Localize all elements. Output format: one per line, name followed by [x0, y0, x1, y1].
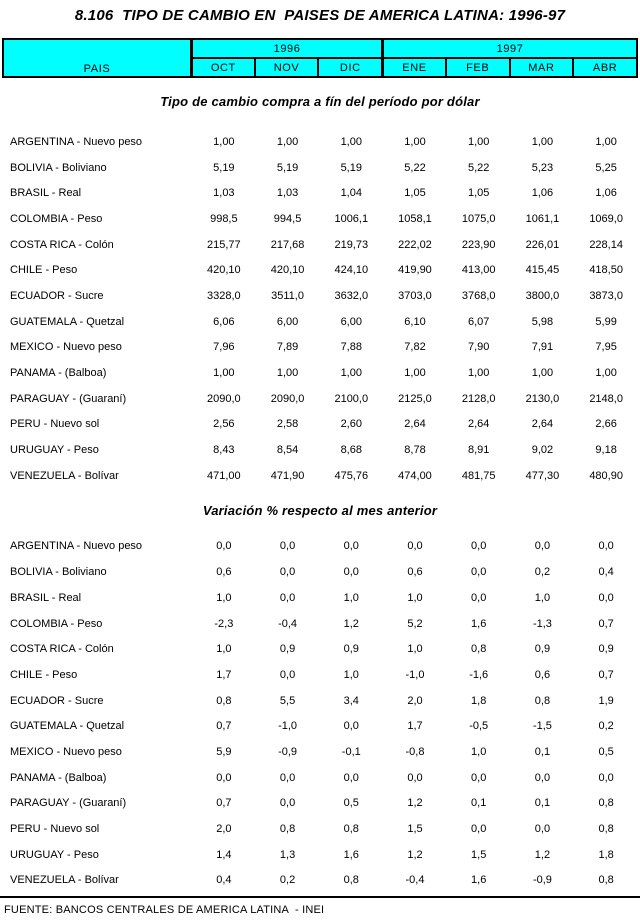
month-feb-cell: FEB [447, 59, 509, 76]
country-label: VENEZUELA - Bolívar [10, 874, 119, 887]
value-cell: 1,00 [531, 135, 554, 148]
value-cell: 0,8 [216, 694, 232, 707]
value-cell: 1,0 [343, 668, 359, 681]
value-cell: 2,60 [340, 418, 362, 431]
value-cell: 1,7 [216, 668, 232, 681]
value-cell: -0,9 [278, 745, 298, 758]
value-cell: 420,10 [270, 264, 305, 277]
value-cell: 1,00 [213, 135, 235, 148]
pais-header-cell: PAIS [4, 40, 190, 76]
value-cell: 0,0 [343, 771, 359, 784]
value-cell: 2,56 [213, 418, 235, 431]
month-abr-cell: ABR [574, 59, 636, 76]
value-cell: 0,6 [407, 566, 423, 579]
value-cell: 1,05 [404, 187, 426, 200]
value-cell: 5,19 [340, 161, 362, 174]
table-row [2, 283, 638, 309]
value-cell: 0,7 [598, 617, 614, 630]
source-note: FUENTE: BANCOS CENTRALES DE AMERICA LATINA - INEI [4, 904, 325, 917]
value-cell: 223,90 [461, 238, 496, 251]
value-cell: 5,22 [467, 161, 490, 174]
value-cell: 6,00 [276, 315, 299, 328]
table-row [2, 232, 638, 258]
value-cell: 3511,0 [271, 289, 304, 302]
value-cell: 1,03 [213, 187, 235, 200]
value-cell: 0,0 [279, 591, 296, 604]
value-cell: 5,98 [531, 315, 554, 328]
value-cell: 998,5 [210, 212, 238, 225]
value-cell: 1,00 [340, 367, 362, 380]
value-cell: 6,06 [213, 315, 235, 328]
value-cell: 1,05 [467, 187, 490, 200]
table-row [2, 713, 638, 739]
value-cell: 0,0 [471, 566, 487, 579]
table-row [2, 309, 638, 335]
value-cell: 0,7 [216, 720, 232, 733]
section-variation [2, 534, 638, 894]
value-cell: 2,0 [407, 694, 423, 707]
value-cell: 0,9 [343, 643, 359, 656]
value-cell: 0,6 [534, 668, 551, 681]
country-label: PERU - Nuevo sol [10, 418, 100, 431]
value-cell: 1,0 [216, 643, 232, 656]
value-cell: 5,22 [404, 161, 426, 174]
value-cell: 0,0 [471, 591, 487, 604]
value-cell: 5,23 [531, 161, 554, 174]
value-cell: 8,54 [276, 444, 299, 457]
value-cell: 424,10 [334, 264, 369, 277]
country-label: VENEZUELA - Bolívar [10, 469, 119, 482]
value-cell: 1,8 [471, 694, 487, 707]
value-cell: 0,0 [534, 540, 551, 553]
table-row [2, 688, 638, 714]
table-row [2, 360, 638, 386]
value-cell: 222,02 [398, 238, 432, 251]
country-label: GUATEMALA - Quetzal [10, 315, 125, 328]
value-cell: 7,89 [276, 341, 299, 354]
country-label: PARAGUAY - (Guaraní) [10, 797, 127, 810]
country-label: COLOMBIA - Peso [10, 212, 103, 225]
country-label: PERU - Nuevo sol [10, 823, 100, 836]
value-cell: 1,04 [340, 187, 362, 200]
value-cell: 0,6 [216, 566, 232, 579]
table-row [2, 206, 638, 232]
value-cell: 0,1 [471, 797, 487, 810]
value-cell: 475,76 [334, 469, 369, 482]
country-label: GUATEMALA - Quetzal [10, 720, 125, 733]
country-label: BOLIVIA - Boliviano [10, 161, 107, 174]
value-cell: 3800,0 [525, 289, 560, 302]
value-cell: 2100,0 [334, 392, 369, 405]
value-cell: 1,00 [467, 367, 490, 380]
value-cell: 2,0 [216, 823, 232, 836]
value-cell: 0,8 [343, 874, 359, 887]
value-cell: 7,82 [404, 341, 426, 354]
value-cell: 0,0 [343, 720, 359, 733]
table-row [2, 816, 638, 842]
value-cell: 1,06 [595, 187, 617, 200]
value-cell: -0,5 [469, 720, 489, 733]
table-row [2, 585, 638, 611]
value-cell: 2130,0 [525, 392, 560, 405]
value-cell: 1,6 [471, 874, 487, 887]
section-title-variation: Variación % respecto al mes anterior [202, 502, 438, 518]
table-header [2, 38, 638, 78]
value-cell: -1,6 [469, 668, 489, 681]
value-cell: 3768,0 [461, 289, 496, 302]
value-cell: 1,00 [340, 135, 362, 148]
value-cell: 1,5 [407, 823, 423, 836]
value-cell: 1,2 [407, 848, 423, 861]
value-cell: 0,9 [534, 643, 551, 656]
value-cell: 1,0 [407, 643, 423, 656]
value-cell: 1,2 [534, 848, 551, 861]
value-cell: 5,99 [595, 315, 617, 328]
value-cell: 6,00 [340, 315, 362, 328]
value-cell: 0,0 [471, 823, 487, 836]
value-cell: 2,64 [531, 418, 554, 431]
value-cell: 0,9 [279, 643, 296, 656]
value-cell: 0,7 [598, 668, 614, 681]
table-row [2, 463, 638, 489]
table-row [2, 765, 638, 791]
country-label: PANAMA - (Balboa) [10, 771, 107, 784]
value-cell: 2128,0 [461, 392, 496, 405]
value-cell: 1,3 [279, 848, 296, 861]
value-cell: 0,5 [343, 797, 359, 810]
value-cell: 0,9 [598, 643, 614, 656]
value-cell: 1,8 [598, 848, 614, 861]
value-cell: 3328,0 [207, 289, 241, 302]
country-label: BRASIL - Real [10, 591, 82, 604]
value-cell: 6,10 [404, 315, 426, 328]
value-cell: 1,0 [534, 591, 551, 604]
value-cell: 0,8 [598, 797, 614, 810]
value-cell: 1075,0 [461, 212, 496, 225]
country-label: ECUADOR - Sucre [10, 694, 104, 707]
value-cell: 1061,1 [525, 212, 560, 225]
country-label: URUGUAY - Peso [10, 848, 99, 861]
table-row [2, 559, 638, 585]
value-cell: 1,00 [404, 135, 426, 148]
value-cell: -0,1 [341, 745, 361, 758]
value-cell: 420,10 [207, 264, 241, 277]
value-cell: 2,64 [404, 418, 426, 431]
value-cell: 0,0 [534, 823, 551, 836]
section-title-exchange-rate: Tipo de cambio compra a fín del período por dólar [160, 94, 480, 109]
country-label: CHILE - Peso [10, 264, 78, 277]
value-cell: 5,25 [595, 161, 617, 174]
value-cell: 2,58 [276, 418, 299, 431]
value-cell: 0,0 [279, 797, 296, 810]
country-label: BRASIL - Real [10, 187, 82, 200]
value-cell: 471,90 [270, 469, 305, 482]
value-cell: 5,5 [279, 694, 296, 707]
section-exchange-rate [2, 129, 638, 489]
value-cell: 6,07 [467, 315, 490, 328]
value-cell: 5,9 [216, 745, 232, 758]
value-cell: 0,0 [279, 771, 296, 784]
value-cell: 0,8 [534, 694, 551, 707]
value-cell: 474,00 [398, 469, 432, 482]
value-cell: 1058,1 [398, 212, 432, 225]
value-cell: 7,91 [531, 341, 554, 354]
value-cell: 0,4 [216, 874, 232, 887]
value-cell: 0,0 [343, 540, 359, 553]
value-cell: 8,78 [404, 444, 426, 457]
table-row [2, 534, 638, 560]
value-cell: 0,2 [598, 720, 614, 733]
value-cell: 219,73 [334, 238, 369, 251]
page-title: 8.106 TIPO DE CAMBIO EN PAISES DE AMERICA LATINA: 1996-97 [74, 7, 566, 24]
value-cell: 0,0 [279, 540, 296, 553]
value-cell: 1,00 [595, 367, 617, 380]
value-cell: 0,0 [407, 771, 423, 784]
value-cell: 1,9 [598, 694, 614, 707]
value-cell: 0,0 [471, 771, 487, 784]
value-cell: 0,0 [598, 591, 614, 604]
value-cell: 0,5 [598, 745, 614, 758]
value-cell: 994,5 [273, 212, 302, 225]
value-cell: 0,0 [471, 540, 487, 553]
value-cell: 0,1 [534, 797, 551, 810]
value-cell: 1,5 [471, 848, 487, 861]
table-row [2, 386, 638, 412]
value-cell: 1,06 [531, 187, 554, 200]
value-cell: 1069,0 [589, 212, 623, 225]
value-cell: 228,14 [589, 238, 623, 251]
country-label: MEXICO - Nuevo peso [10, 341, 122, 354]
country-label: ARGENTINA - Nuevo peso [10, 540, 143, 553]
value-cell: 480,90 [589, 469, 623, 482]
value-cell: 3703,0 [398, 289, 432, 302]
country-label: BOLIVIA - Boliviano [10, 566, 107, 579]
value-cell: 1,2 [407, 797, 423, 810]
value-cell: 415,45 [525, 264, 560, 277]
value-cell: -0,9 [532, 874, 552, 887]
value-cell: 0,0 [598, 540, 614, 553]
value-cell: 5,19 [276, 161, 299, 174]
value-cell: 471,00 [207, 469, 241, 482]
month-mar-cell: MAR [511, 59, 573, 76]
value-cell: 0,0 [279, 668, 296, 681]
table-row [2, 739, 638, 765]
table-row [2, 611, 638, 637]
value-cell: 0,8 [598, 874, 614, 887]
country-label: COSTA RICA - Colón [10, 643, 114, 656]
value-cell: 1,6 [471, 617, 487, 630]
value-cell: 419,90 [398, 264, 432, 277]
value-cell: 1,00 [595, 135, 617, 148]
table-row [2, 662, 638, 688]
value-cell: 1,6 [343, 848, 359, 861]
value-cell: 7,95 [595, 341, 617, 354]
value-cell: 3873,0 [589, 289, 623, 302]
country-label: CHILE - Peso [10, 668, 78, 681]
value-cell: 9,02 [531, 444, 554, 457]
month-ene-cell: ENE [383, 59, 445, 76]
value-cell: -2,3 [214, 617, 234, 630]
value-cell: 3632,0 [334, 289, 369, 302]
value-cell: 2090,0 [207, 392, 241, 405]
country-label: URUGUAY - Peso [10, 444, 99, 457]
value-cell: 217,68 [270, 238, 305, 251]
value-cell: 413,00 [461, 264, 496, 277]
value-cell: 0,8 [279, 823, 296, 836]
country-label: ECUADOR - Sucre [10, 289, 104, 302]
value-cell: 0,2 [534, 566, 551, 579]
value-cell: 5,19 [213, 161, 235, 174]
value-cell: 1,7 [407, 720, 423, 733]
value-cell: 1,4 [216, 848, 232, 861]
value-cell: 1,2 [343, 617, 359, 630]
value-cell: 2,64 [467, 418, 490, 431]
value-cell: 0,2 [279, 874, 296, 887]
table-row [2, 180, 638, 206]
value-cell: 9,18 [595, 444, 617, 457]
value-cell: 0,0 [216, 540, 232, 553]
month-nov-cell: NOV [256, 59, 318, 76]
value-cell: 7,88 [340, 341, 362, 354]
value-cell: -0,4 [405, 874, 425, 887]
value-cell: 0,0 [534, 771, 551, 784]
country-label: PARAGUAY - (Guaraní) [10, 392, 127, 405]
value-cell: 226,01 [525, 238, 560, 251]
value-cell: 1,0 [407, 591, 423, 604]
value-cell: 477,30 [525, 469, 560, 482]
value-cell: 1,0 [343, 591, 359, 604]
value-cell: -0,8 [405, 745, 425, 758]
table-row [2, 155, 638, 181]
value-cell: 8,43 [213, 444, 235, 457]
value-cell: 0,0 [598, 771, 614, 784]
table-row [2, 791, 638, 817]
value-cell: 1,00 [276, 135, 299, 148]
value-cell: 1006,1 [334, 212, 369, 225]
value-cell: 1,0 [216, 591, 232, 604]
value-cell: 5,2 [407, 617, 423, 630]
month-dic-cell: DIC [319, 59, 381, 76]
table-row [2, 412, 638, 438]
table-row [2, 437, 638, 463]
value-cell: 0,0 [343, 566, 359, 579]
table-row [2, 257, 638, 283]
value-cell: 1,00 [467, 135, 490, 148]
value-cell: 2,66 [595, 418, 617, 431]
country-label: MEXICO - Nuevo peso [10, 745, 122, 758]
value-cell: 7,90 [467, 341, 490, 354]
table-row [2, 868, 638, 894]
value-cell: 481,75 [461, 469, 496, 482]
value-cell: 1,0 [471, 745, 487, 758]
value-cell: 215,77 [207, 238, 241, 251]
value-cell: 8,91 [467, 444, 490, 457]
value-cell: 418,50 [589, 264, 623, 277]
value-cell: 1,00 [213, 367, 235, 380]
country-label: ARGENTINA - Nuevo peso [10, 135, 143, 148]
value-cell: -1,0 [405, 668, 425, 681]
table-row [2, 335, 638, 361]
value-cell: 0,0 [216, 771, 232, 784]
year-1996-cell: 1996 [192, 40, 381, 57]
value-cell: 2125,0 [398, 392, 432, 405]
footer-divider [0, 896, 640, 898]
value-cell: 3,4 [343, 694, 359, 707]
country-label: PANAMA - (Balboa) [10, 367, 107, 380]
value-cell: 1,00 [276, 367, 299, 380]
value-cell: 2148,0 [589, 392, 623, 405]
value-cell: 8,68 [340, 444, 362, 457]
value-cell: 0,0 [407, 540, 423, 553]
value-cell: 0,8 [471, 643, 487, 656]
value-cell: -1,0 [278, 720, 298, 733]
month-oct-cell: OCT [192, 59, 254, 76]
value-cell: 1,00 [531, 367, 554, 380]
value-cell: 0,8 [598, 823, 614, 836]
value-cell: 1,03 [276, 187, 299, 200]
value-cell: -1,5 [532, 720, 552, 733]
country-label: COSTA RICA - Colón [10, 238, 114, 251]
value-cell: 0,7 [216, 797, 232, 810]
year-1997-cell: 1997 [383, 40, 636, 57]
value-cell: 0,8 [343, 823, 359, 836]
table-row [2, 842, 638, 868]
value-cell: 1,00 [404, 367, 426, 380]
value-cell: 0,4 [598, 566, 614, 579]
value-cell: 0,0 [279, 566, 296, 579]
value-cell: -0,4 [278, 617, 298, 630]
value-cell: 7,96 [213, 341, 235, 354]
value-cell: -1,3 [532, 617, 552, 630]
value-cell: 0,1 [534, 745, 551, 758]
country-label: COLOMBIA - Peso [10, 617, 103, 630]
value-cell: 2090,0 [270, 392, 305, 405]
table-row [2, 129, 638, 155]
table-row [2, 636, 638, 662]
